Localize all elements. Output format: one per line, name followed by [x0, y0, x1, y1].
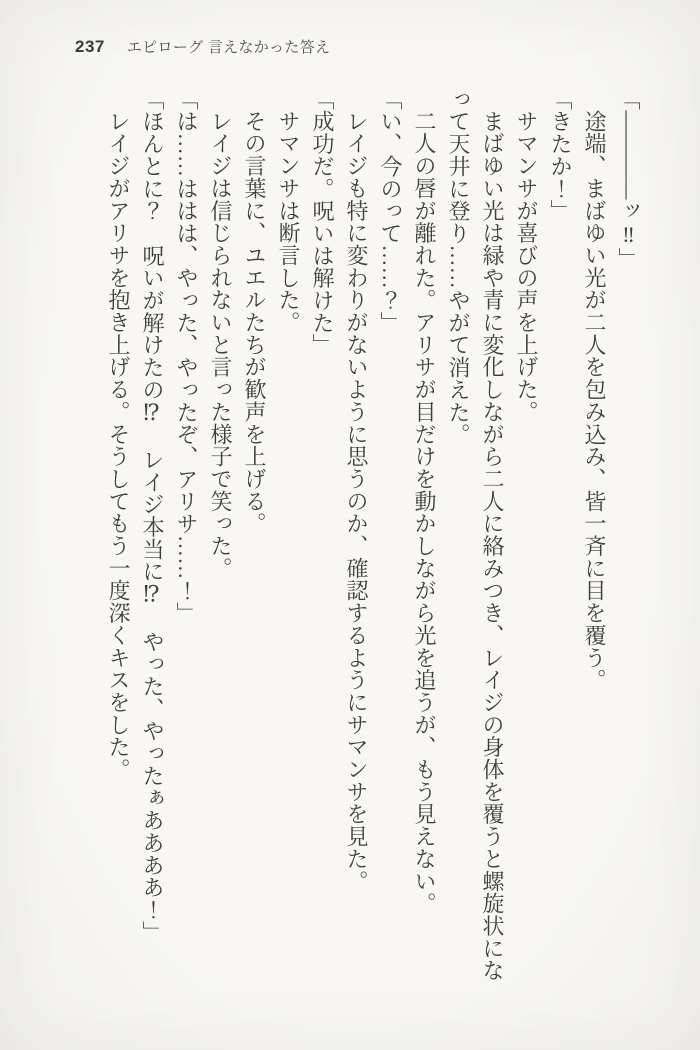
text-line: 「は……ははは、やった、やったぞ、アリサ……！」: [174, 88, 199, 625]
text-line: レイジがアリサを抱き上げる。そうしてもう一度深くキスをした。: [106, 110, 131, 781]
text-line: レイジは信じられないと言った様子で笑った。: [208, 110, 233, 580]
text-line: サマンサが喜びの声を上げた。: [514, 110, 539, 423]
running-head: [75, 36, 330, 57]
text-line: 「きたか！」: [548, 88, 573, 223]
text-line: 「――――ッ‼」: [616, 88, 641, 270]
text-line: 途端、まばゆい光が二人を包み込み、皆一斉に目を覆う。: [582, 110, 607, 692]
text-line: 「ほんとに？ 呪いが解けたの⁉ レイジ本当に⁉ やった、やったぁああああ！」: [140, 88, 165, 944]
text-block: [101, 88, 645, 984]
text-line: サマンサは断言した。: [276, 110, 301, 334]
text-line: 「い、今のって……？」: [378, 88, 403, 334]
text-line: 二人の唇が離れた。アリサが目だけを動かしながら光を追うが、もう見えない。: [412, 110, 437, 915]
text-line: 「成功だ。呪いは解けた」: [310, 88, 335, 357]
text-line: まばゆい光は緑や青に変化しながら二人に絡みつき、レイジの身体を覆うと螺旋状にな: [480, 110, 505, 982]
text-line: その言葉に、ユエルたちが歓声を上げる。: [242, 110, 267, 535]
text-line: って天井に登り……やがて消えた。: [446, 88, 471, 446]
chapter-title: エピローグ 言えなかった答え: [126, 39, 331, 56]
page-number: 237: [75, 37, 105, 56]
text-line: レイジも特に変わりがないように思うのか、確認するようにサマンサを見た。: [344, 110, 369, 893]
